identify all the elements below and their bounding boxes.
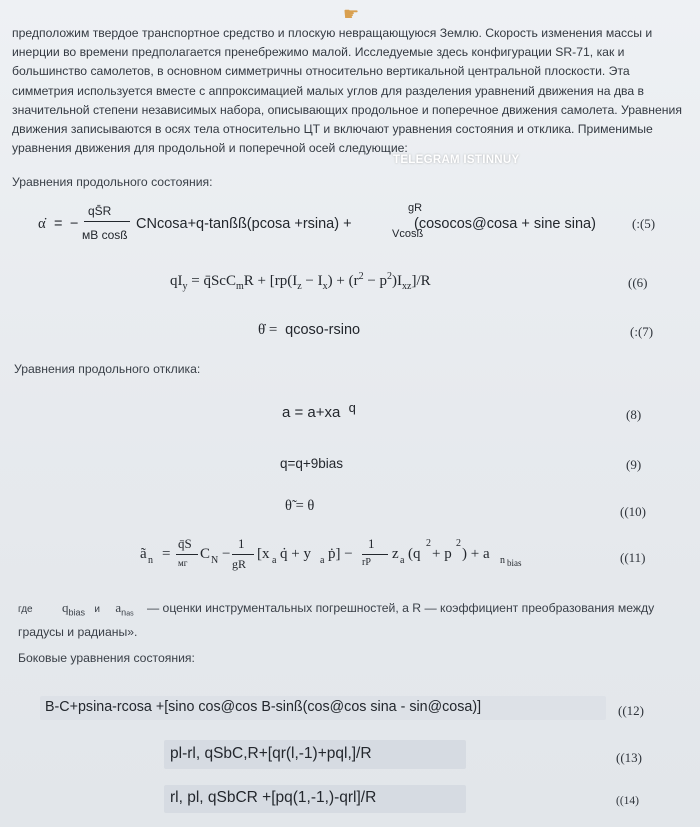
equation-number-9: (9) <box>626 457 642 472</box>
eq5-tail: (cosocos@cosa + sine sina) <box>414 216 596 232</box>
note-prefix: где <box>18 604 33 615</box>
eq8-extra: q <box>348 400 356 415</box>
eq11-b-sub: a <box>272 555 277 566</box>
eq6-m1: − I <box>301 273 323 289</box>
eq6-p1: 2 <box>358 271 364 282</box>
equation-number-13: ((13) <box>616 750 642 765</box>
eq11-frac-den: мг <box>178 558 188 568</box>
eq11-lhs-sub: n <box>148 555 153 566</box>
eq11-minus: − <box>222 546 231 562</box>
equation-6 <box>170 271 431 292</box>
eq5-frac2-den: Vcosß <box>392 228 424 240</box>
eq11-tail3: + p <box>432 546 452 562</box>
eq8-text: a = a+xa <box>282 404 341 421</box>
equation-8 <box>282 400 356 421</box>
equation-number-5: (:(5) <box>632 216 656 231</box>
eq11-bracket2: q̇ + y <box>280 546 311 562</box>
equation-11 <box>140 534 600 580</box>
eq5-frac-den: мВ cosß <box>82 228 128 242</box>
eq6-rhs-sub: m <box>235 281 244 292</box>
eq11-tail-sub: a <box>400 555 405 566</box>
equation-13: pl-rl, qSbC,R+[qr(l,-1)+pql,]/R <box>170 745 372 762</box>
intro-paragraph: предположим твердое транспортное средство и плоскую невращающуюся Землю. Скорость изменения массы и инерции во времени предполагается пренебрежимо малой. Исследуемые здесь конфигурации SR-71, как и большинство самолетов, в основном симметричны относительно вертикальной центральной плоскости. Эта симметрия используется вместе с аппроксимацией малых углов для разделения уравнений движения на два в значительной степени независимых набора, описывающих продольное и поперечное движения самолета. Уравнения движения записываются в осях тела относительно ЦТ и включают уравнения состояния и отклика. Применимые уравнения движения для продольной и поперечной осей следующие: <box>12 26 682 156</box>
eq6-m4: )I <box>392 273 403 289</box>
eq6-s1: z <box>297 281 302 292</box>
eq6-m2: ) + (r <box>327 273 359 289</box>
equation-number-14: ((14) <box>616 795 639 807</box>
eq11-frac2-den: gR <box>232 557 247 571</box>
eq11-tail-sup2: 2 <box>456 538 461 549</box>
equation-9 <box>280 456 343 471</box>
eq11-tail4: ) + a <box>462 546 490 562</box>
note-text: — оценки инструментальных погрешностей, а R — коэффициент преобразования между градусы и радианы». <box>18 601 655 640</box>
eq6-rhs: = q̄ScC <box>187 273 236 289</box>
eq11-frac2-num: 1 <box>238 536 245 551</box>
eq6-m5: ]/R <box>411 273 431 289</box>
note-and: и <box>94 604 100 615</box>
document-page: ☛ предположим твердое транспортное средство и плоскую невращающуюся Землю. Скорость изменения массы и инерции во времени предполагается пренебрежимо малой. Исследуемые здесь конфигурации SR-71, как и большинство самолетов, в основном симметричны относительно вертикальной центральной плоскости. Эта симметрия используется вместе с аппроксимацией малых углов для разделения уравнений движения на два в значительной степени независимых набора, описывающих продольное и поперечное движения самолета. Уравнения движения записываются в осях тела относительно ЦТ и включают уравнения состояния и отклика. Применимые уравнения движения для продольной и поперечной осей следующие: TELEGRAM ISTINNUY Уравнения продольного состояния: α̇ = − qS̄R мВ cosß CNcosa+q-tanßß(pcosa +rsina) + gR Vcosß (cosocos@cosa + sine sina) (:(5) $qI_y$ = q̄ScC$_m$R + $[rp(I_z - I_x) + (r^2 - p^2)I_{xz}]/R$ ((6) θ̇ = qcoso-rsino (:(7) Уравнения продольного отклика: a = a+xa q (8) q=q+9bias (9) θ̃ = θ ((10) ã n = q̄S мг C N − 1 gR [x a q̇ + y a ṗ] − 1 rP z a (q 2 + p 2 ) + a n bias ((11) где $q_{bias}$ и $a_{nas}$ — оценки инструментальных погрешностей, а R — коэффициент преобразования между градусы и радианы». Боковые уравнения состояния: B-C+psina-rcosa +[sino cos@cos B-sinß(cos@cos sina - sin@cosa)] ((12) pl-rl, qSbC,R+[qr(l,-1)+pql,]/R ((13) rl, pl, qSbCR +[pq(1,-1,)-qrl]/R ((14) <box>0 0 700 827</box>
section-heading-lateral-state: Боковые уравнения состояния: <box>18 651 195 665</box>
equation-number-8: (8) <box>626 407 642 422</box>
equation-12: B-C+psina-rcosa +[sino cos@cos B-sinß(cos@cos sina - sin@cosa)] <box>45 699 482 715</box>
eq6-rhs2: R + [rp(I <box>243 273 298 289</box>
eq11-bracket: [x <box>257 546 270 562</box>
eq11-c-sub: N <box>211 555 219 566</box>
equation-14: rl, pl, qSbCR +[pq(1,-1,)-qrl]/R <box>170 789 377 806</box>
eq6-p2: 2 <box>387 271 393 282</box>
eq11-tail1: z <box>392 546 399 562</box>
note-a: a <box>115 600 122 615</box>
equation-7 <box>258 322 360 339</box>
eq11-bracket3: ṗ] − <box>328 546 353 562</box>
equation-number-7: (:(7) <box>630 324 654 339</box>
equation-number-6: ((6) <box>628 275 648 290</box>
eq6-s2: x <box>322 281 328 292</box>
eq5-frac-num: qS̄R <box>88 204 112 218</box>
equation-number-11: ((11) <box>620 550 646 565</box>
note-paragraph <box>18 598 658 642</box>
eq11-frac3-num: 1 <box>368 536 375 551</box>
section-heading-longitudinal-state: Уравнения продольного состояния: <box>12 175 213 189</box>
section-heading-longitudinal-response: Уравнения продольного отклика: <box>14 362 201 376</box>
equation-number-10: ((10) <box>620 504 646 519</box>
watermark: TELEGRAM ISTINNUY <box>393 154 520 166</box>
eq11-frac3-den: rP <box>362 557 371 568</box>
eq10-text: θ̃ = θ <box>285 498 315 514</box>
eq6-s3: xz <box>402 281 412 292</box>
note-q: q <box>62 600 69 615</box>
eq11-lhs: ã <box>140 546 147 562</box>
eq7-lhs: θ̇ = <box>258 322 278 338</box>
eq11-tail2: (q <box>408 546 421 562</box>
eq6-lhs-sub: y <box>182 281 188 292</box>
eq11-c: C <box>200 546 211 562</box>
eq11-b-sub2: a <box>320 555 325 566</box>
note-q-sub: bias <box>68 607 86 618</box>
eq5-lhs: α̇ <box>38 216 46 232</box>
eq9-text: q=q+9bias <box>280 456 344 471</box>
pointing-hand-icon: ☛ <box>343 4 360 24</box>
eq6-lhs: qI <box>170 273 183 289</box>
eq7-rhs: qcoso-rsino <box>285 322 361 338</box>
eq11-eq: = <box>162 546 171 562</box>
eq11-tail-sub2: n <box>500 555 505 566</box>
note-a-sub2: as <box>126 610 134 618</box>
note-a-sub: n <box>121 607 127 618</box>
eq5-body: CNcosa+q-tanßß(pcosa +rsina) + <box>136 216 352 232</box>
eq6-m3: − p <box>363 273 388 289</box>
eq5-frac2-num: gR <box>408 202 423 214</box>
eq11-tail-sub3: bias <box>507 558 522 568</box>
equation-number-12: ((12) <box>618 703 644 718</box>
eq11-frac-num: q̄S <box>178 536 192 551</box>
equation-10 <box>285 498 314 515</box>
eq11-tail-sup: 2 <box>426 538 431 549</box>
